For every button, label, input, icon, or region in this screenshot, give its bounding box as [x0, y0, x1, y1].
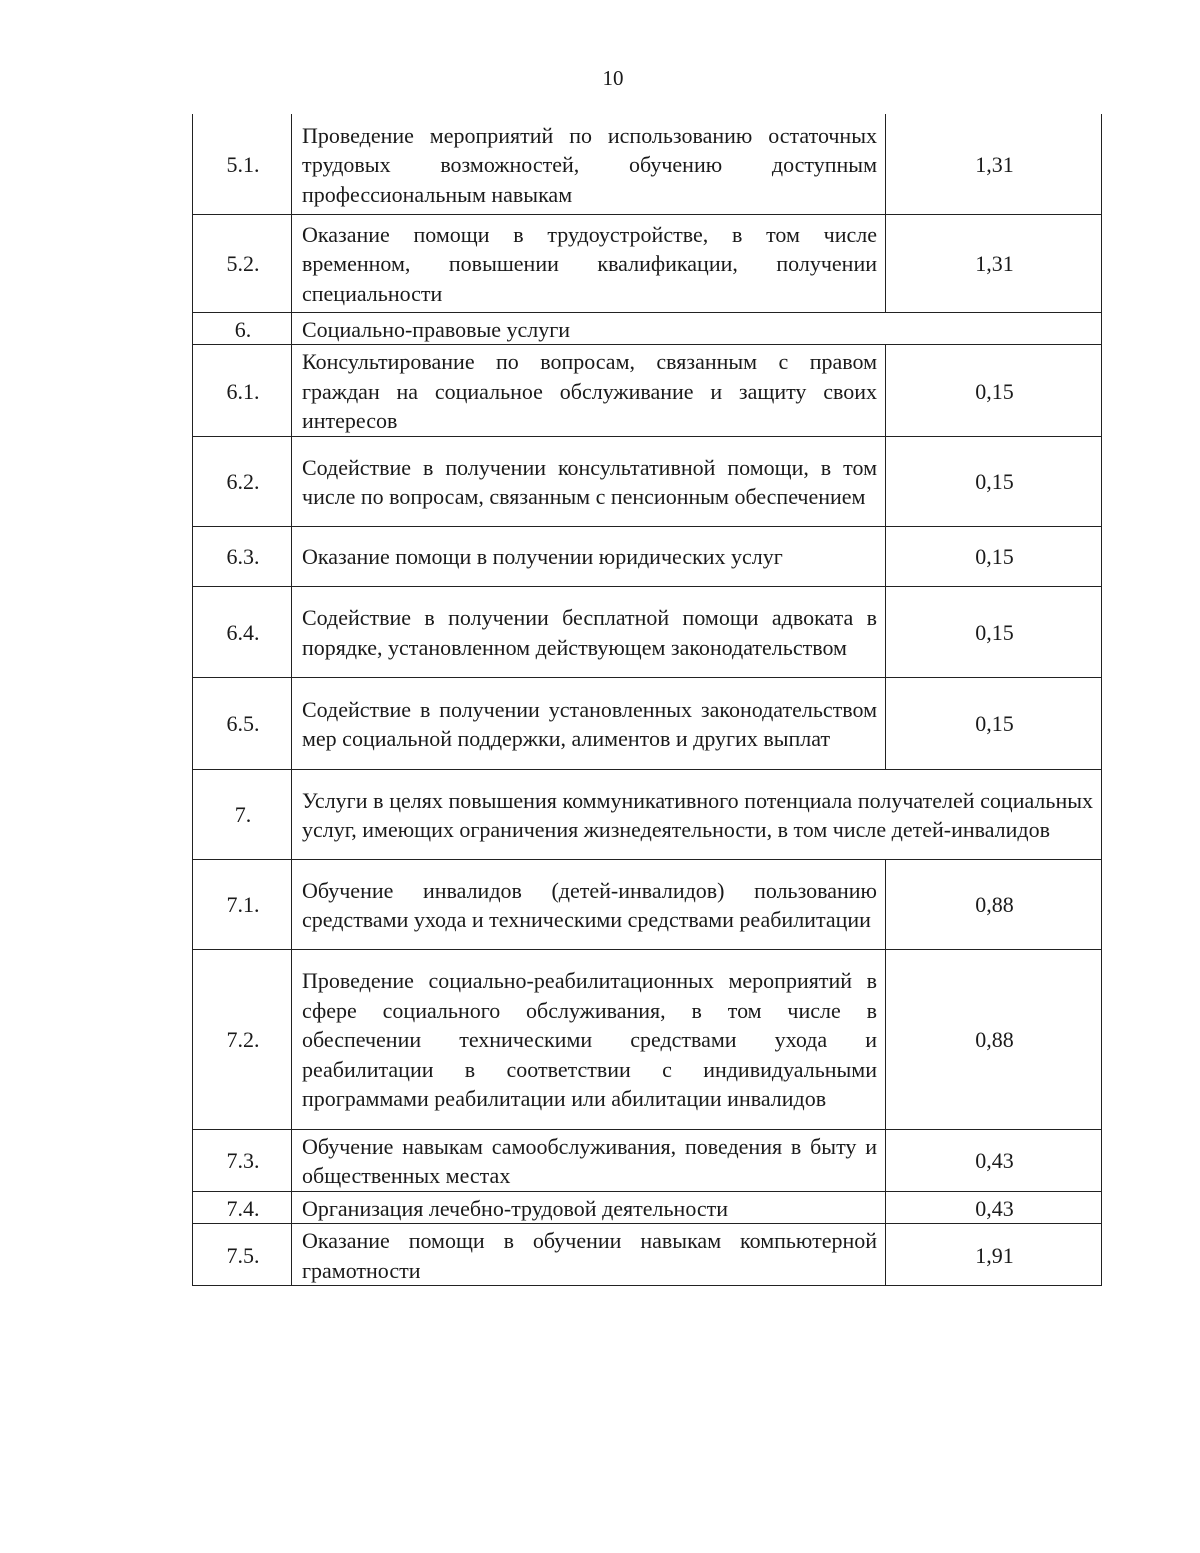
service-name: Организация лечебно-трудовой деятельности — [292, 1191, 886, 1224]
service-value: 0,15 — [886, 436, 1102, 526]
service-value: 1,31 — [886, 114, 1102, 214]
row-number: 6.1. — [193, 345, 292, 437]
service-value: 1,31 — [886, 214, 1102, 312]
service-value: 0,88 — [886, 859, 1102, 949]
row-number: 6.5. — [193, 677, 292, 769]
row-number: 7.5. — [193, 1224, 292, 1286]
row-number: 7.4. — [193, 1191, 292, 1224]
service-name: Обучение инвалидов (детей-инвалидов) пользованию средствами ухода и техническими средствами реабилитации — [292, 859, 886, 949]
table-row — [193, 586, 1102, 677]
service-name: Содействие в получении бесплатной помощи адвоката в порядке, установленном действующем законодательством — [292, 586, 886, 677]
service-value: 0,43 — [886, 1129, 1102, 1191]
table-row — [193, 859, 1102, 949]
page-number: 10 — [602, 66, 624, 90]
service-value: 1,91 — [886, 1224, 1102, 1286]
table-row — [193, 1191, 1102, 1224]
service-value: 0,88 — [886, 949, 1102, 1129]
service-name: Оказание помощи в трудоустройстве, в том числе временном, повышении квалификации, получении специальности — [292, 214, 886, 312]
table-row — [193, 677, 1102, 769]
table-row — [193, 526, 1102, 586]
table-row — [193, 949, 1102, 1129]
service-name: Консультирование по вопросам, связанным с правом граждан на социальное обслуживание и защиту своих интересов — [292, 345, 886, 437]
service-value: 0,15 — [886, 526, 1102, 586]
section-row — [193, 312, 1102, 345]
service-value: 0,15 — [886, 677, 1102, 769]
service-name: Содействие в получении консультативной помощи, в том числе по вопросам, связанным с пенсионным обеспечением — [292, 436, 886, 526]
section-title: Социально-правовые услуги — [292, 312, 1102, 345]
row-number: 7.1. — [193, 859, 292, 949]
table-row — [193, 1129, 1102, 1191]
table-row — [193, 1224, 1102, 1286]
row-number: 7.3. — [193, 1129, 292, 1191]
service-name: Содействие в получении установленных законодательством мер социальной поддержки, алиментов и других выплат — [292, 677, 886, 769]
services-table — [192, 114, 1102, 1286]
row-number: 6.3. — [193, 526, 292, 586]
section-title: Услуги в целях повышения коммуникативного потенциала получателей социальных услуг, имеющих ограничения жизнедеятельности, в том числе детей-инвалидов — [292, 769, 1102, 859]
section-number: 7. — [193, 769, 292, 859]
row-number: 6.2. — [193, 436, 292, 526]
table-row — [193, 214, 1102, 312]
service-value: 0,15 — [886, 345, 1102, 437]
row-number: 7.2. — [193, 949, 292, 1129]
row-number: 6.4. — [193, 586, 292, 677]
service-name: Оказание помощи в получении юридических услуг — [292, 526, 886, 586]
section-row — [193, 769, 1102, 859]
service-name: Проведение мероприятий по использованию остаточных трудовых возможностей, обучению доступным профессиональным навыкам — [292, 114, 886, 214]
service-value: 0,43 — [886, 1191, 1102, 1224]
row-number: 5.1. — [193, 114, 292, 214]
table-row — [193, 114, 1102, 214]
row-number: 5.2. — [193, 214, 292, 312]
table-row — [193, 436, 1102, 526]
service-name: Обучение навыкам самообслуживания, поведения в быту и общественных местах — [292, 1129, 886, 1191]
section-number: 6. — [193, 312, 292, 345]
service-name: Оказание помощи в обучении навыкам компьютерной грамотности — [292, 1224, 886, 1286]
service-value: 0,15 — [886, 586, 1102, 677]
service-name: Проведение социально-реабилитационных мероприятий в сфере социального обслуживания, в том числе в обеспечении техническими средствами ухода и реабилитации в соответствии с индивидуальными программами реабилитации или абилитации инвалидов — [292, 949, 886, 1129]
table-row — [193, 345, 1102, 437]
